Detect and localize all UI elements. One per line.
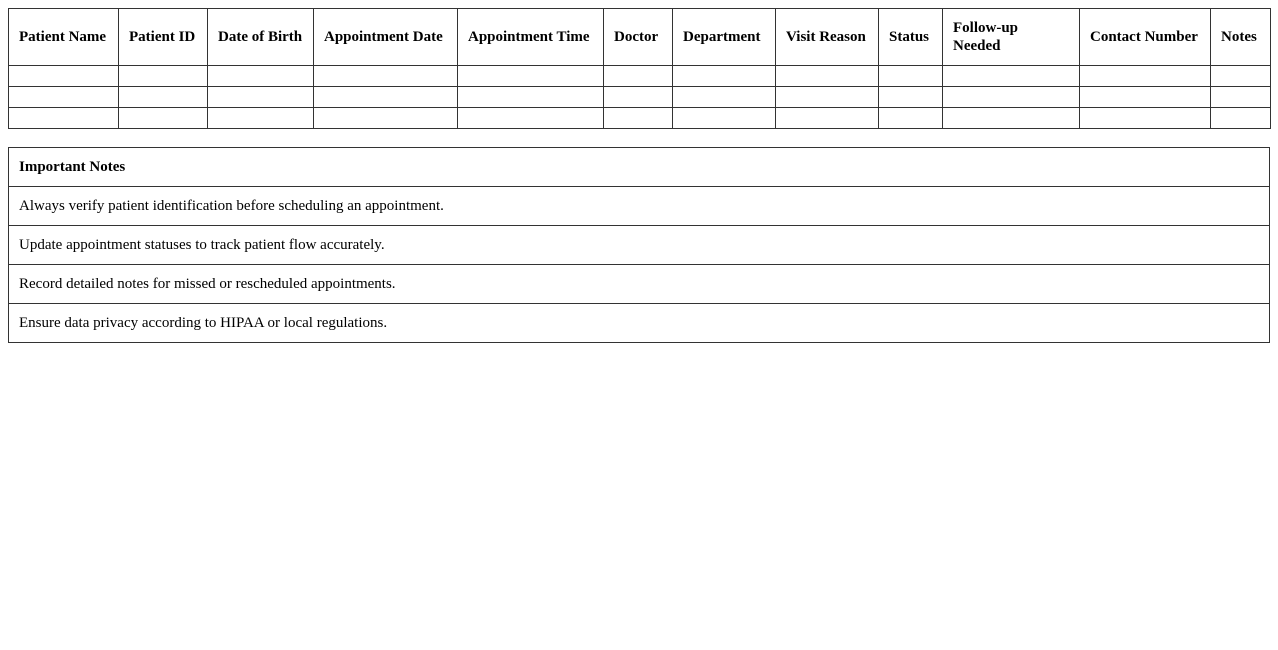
header-department: Department	[673, 9, 776, 66]
table-cell[interactable]	[673, 87, 776, 108]
table-row	[9, 87, 1271, 108]
appointments-table	[8, 8, 1271, 129]
table-cell[interactable]	[604, 66, 673, 87]
table-cell[interactable]	[1080, 66, 1211, 87]
table-cell[interactable]	[1211, 66, 1271, 87]
header-contact-number: Contact Number	[1080, 9, 1211, 66]
header-visit-reason: Visit Reason	[776, 9, 879, 66]
table-cell[interactable]	[1211, 108, 1271, 129]
table-cell[interactable]	[119, 66, 208, 87]
table-row	[9, 108, 1271, 129]
table-cell[interactable]	[314, 87, 458, 108]
table-cell[interactable]	[673, 108, 776, 129]
table-row	[9, 66, 1271, 87]
table-cell[interactable]	[458, 66, 604, 87]
header-patient-name: Patient Name	[9, 9, 119, 66]
important-notes-table	[8, 147, 1270, 343]
table-cell[interactable]	[119, 87, 208, 108]
header-patient-id: Patient ID	[119, 9, 208, 66]
note-item: Update appointment statuses to track patient flow accurately.	[9, 226, 1270, 265]
header-appointment-time: Appointment Time	[458, 9, 604, 66]
table-cell[interactable]	[879, 87, 943, 108]
table-cell[interactable]	[1080, 87, 1211, 108]
header-date-of-birth: Date of Birth	[208, 9, 314, 66]
header-status: Status	[879, 9, 943, 66]
table-cell[interactable]	[943, 87, 1080, 108]
note-item: Always verify patient identification before scheduling an appointment.	[9, 187, 1270, 226]
header-appointment-date: Appointment Date	[314, 9, 458, 66]
header-doctor: Doctor	[604, 9, 673, 66]
header-notes: Notes	[1211, 9, 1271, 66]
table-cell[interactable]	[776, 87, 879, 108]
table-cell[interactable]	[314, 108, 458, 129]
table-cell[interactable]	[604, 108, 673, 129]
table-cell[interactable]	[208, 87, 314, 108]
table-cell[interactable]	[119, 108, 208, 129]
table-cell[interactable]	[458, 108, 604, 129]
table-cell[interactable]	[943, 66, 1080, 87]
table-cell[interactable]	[9, 66, 119, 87]
note-item: Record detailed notes for missed or rescheduled appointments.	[9, 265, 1270, 304]
table-cell[interactable]	[9, 87, 119, 108]
table-cell[interactable]	[879, 108, 943, 129]
header-row	[9, 9, 1271, 66]
table-cell[interactable]	[673, 66, 776, 87]
table-cell[interactable]	[776, 108, 879, 129]
table-cell[interactable]	[604, 87, 673, 108]
table-cell[interactable]	[1080, 108, 1211, 129]
table-cell[interactable]	[1211, 87, 1271, 108]
table-cell[interactable]	[776, 66, 879, 87]
table-cell[interactable]	[879, 66, 943, 87]
table-cell[interactable]	[208, 108, 314, 129]
table-cell[interactable]	[458, 87, 604, 108]
notes-title: Important Notes	[9, 148, 1270, 187]
table-cell[interactable]	[314, 66, 458, 87]
table-cell[interactable]	[9, 108, 119, 129]
header-follow-up-needed: Follow-up Needed	[943, 9, 1080, 66]
note-item: Ensure data privacy according to HIPAA or local regulations.	[9, 304, 1270, 343]
table-cell[interactable]	[208, 66, 314, 87]
table-cell[interactable]	[943, 108, 1080, 129]
